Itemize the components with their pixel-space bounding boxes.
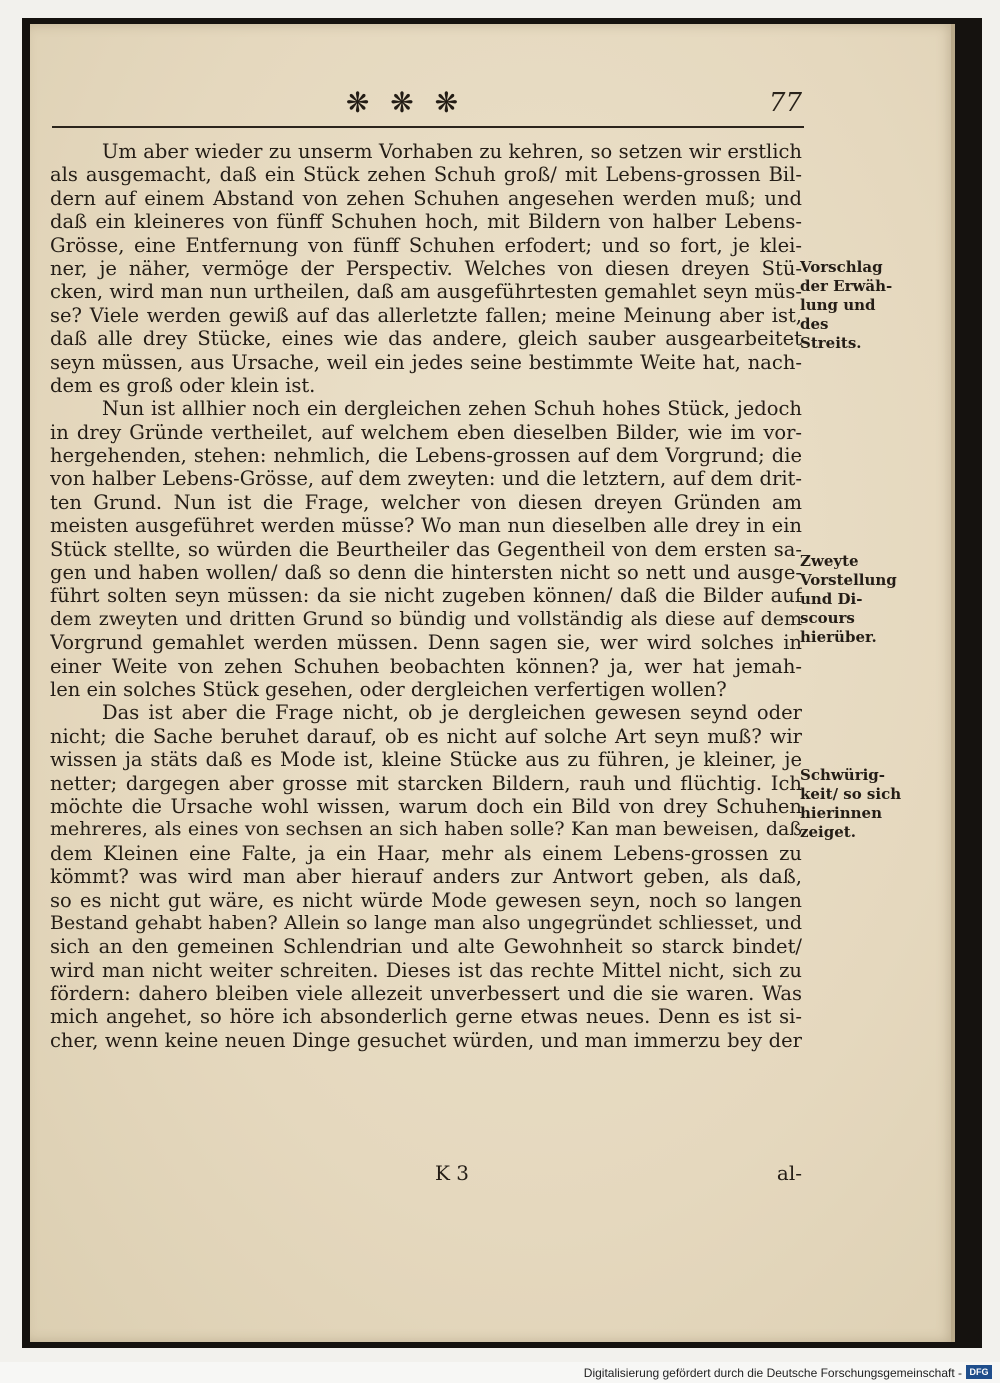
page-edge — [951, 24, 955, 1342]
margin-note-line: scours — [800, 609, 855, 627]
margin-note-line: Zweyte — [800, 552, 859, 570]
attribution-text: Digitalisierung gefördert durch die Deutsche Forschungsgemeinschaft - — [583, 1366, 962, 1380]
text-line: ten Grund. Nun ist die Frage, welcher von diesen dreyen Gründen am — [50, 490, 802, 514]
margin-note-line: der Erwäh- — [800, 277, 893, 295]
margin-note-line: keit/ so sich — [800, 785, 902, 803]
text-line: als ausgemacht, daß ein Stück zehen Schuh groß/ mit Lebens-grossen Bil- — [50, 163, 802, 187]
paragraph-1 — [50, 140, 802, 397]
text-line: nicht; die Sache beruhet darauf, ob es nicht auf solche Art seyn muß? wir — [50, 724, 802, 748]
text-line: ner, je näher, vermöge der Perspectiv. Welches von diesen dreyen Stü- — [50, 256, 802, 280]
margin-note-line: und Di- — [800, 590, 863, 608]
text-line: Vorgrund gemahlet werden müssen. Denn sagen sie, wer wird solches in — [50, 631, 802, 655]
text-line: so es nicht gut wäre, es nicht würde Mode gewesen seyn, noch so langen — [50, 888, 802, 912]
text-line: von halber Lebens-Grösse, auf dem zweyten: und die letztern, auf dem drit- — [50, 467, 802, 491]
text-line: dern auf einem Abstand von zehen Schuhen angesehen werden muß; und — [50, 186, 802, 210]
page-number: 77 — [768, 88, 802, 118]
margin-note-line: des — [800, 315, 829, 333]
header-ornaments: ❋ ❋ ❋ — [345, 86, 465, 119]
text-line: netter; dargegen aber grosse mit starcken Bildern, rauh und flüchtig. Ich — [50, 771, 802, 795]
text-line: Bestand gehabt haben? Allein so lange man also ungegründet schliesset, und — [50, 911, 802, 934]
margin-note-2 — [800, 552, 920, 647]
text-line: meisten ausgeführet werden müsse? Wo man nun dieselben alle drey in ein — [50, 514, 802, 538]
text-line: seyn müssen, aus Ursache, weil ein jedes seine bestimmte Weite hat, nach- — [50, 350, 802, 374]
text-line: in drey Gründe vertheilet, auf welchem eben dieselben Bilder, wie im vor- — [50, 420, 802, 444]
signature-mark: K 3 — [435, 1161, 470, 1185]
text-line: cken, wird man nun urtheilen, daß am ausgeführtesten gemahlet seyn müs- — [50, 280, 802, 304]
margin-note-line: hierüber. — [800, 628, 877, 646]
text-line: hergehenden, stehen: nehmlich, die Lebens-grossen auf dem Vorgrund; die — [50, 444, 802, 468]
text-line: einer Weite von zehen Schuhen beobachten können? ja, wer hat jemah- — [50, 654, 802, 678]
margin-note-line: Schwürig- — [800, 766, 886, 784]
text-line: daß alle drey Stücke, eines wie das andere, gleich sauber ausgearbeitet — [50, 327, 802, 351]
text-line: mich angehet, so höre ich absonderlich gerne etwas neues. Denn es ist si- — [50, 1005, 802, 1029]
paragraph-2 — [50, 397, 802, 701]
text-line: Um aber wieder zu unserm Vorhaben zu kehren, so setzen wir erstlich — [102, 140, 802, 163]
header-rule — [52, 126, 804, 128]
margin-note-line: Vorstellung — [800, 571, 897, 589]
text-line: kömmt? was wird man aber hierauf anders zur Antwort geben, als daß, — [50, 865, 802, 889]
margin-note-line: lung und — [800, 296, 876, 314]
text-line: dem Kleinen eine Falte, ja ein Haar, mehr als einem Lebens-grossen zu — [50, 841, 802, 865]
margin-note-line: hierinnen — [800, 804, 883, 822]
main-text — [50, 140, 802, 1052]
text-line: se? Viele werden gewiß auf das allerletzte fallen; meine Meinung aber ist, — [50, 303, 802, 327]
text-line: Stück stellte, so würden die Beurtheiler das Gegentheil von dem ersten sa- — [50, 537, 802, 561]
text-line: Nun ist allhier noch ein dergleichen zehen Schuh hohes Stück, jedoch — [102, 397, 802, 421]
text-line: wird man nicht weiter schreiten. Dieses ist das rechte Mittel nicht, sich zu — [50, 958, 802, 982]
dfg-logo: DFG — [966, 1365, 992, 1379]
text-line: fördern: dahero bleiben viele allezeit unverbessert und die sie waren. Was — [50, 982, 802, 1006]
catchword: al- — [776, 1161, 802, 1185]
text-line: daß ein kleineres von fünff Schuhen hoch, mit Bildern von halber Lebens- — [50, 210, 802, 234]
text-line: Das ist aber die Frage nicht, ob je dergleichen gewesen seynd oder — [102, 701, 802, 725]
text-line: wissen ja stäts daß es Mode ist, kleine Stücke aus zu führen, je kleiner, je — [50, 748, 802, 772]
page-footer — [50, 1158, 802, 1188]
margin-note-line: Vorschlag — [800, 258, 883, 276]
text-line: dem es groß oder klein ist. — [50, 373, 316, 397]
margin-note-1 — [800, 258, 920, 353]
paragraph-3 — [50, 701, 802, 1052]
text-line: möchte die Ursache wohl wissen, warum doch ein Bild von drey Schuhen — [50, 794, 802, 818]
margin-note-line: Streits. — [800, 334, 862, 352]
text-line: cher, wenn keine neuen Dinge gesuchet würden, und man immerzu bey der — [50, 1028, 802, 1052]
text-line: Grösse, eine Entfernung von fünff Schuhen erfodert; und so fort, je klei- — [50, 233, 802, 257]
text-line: führt solten seyn müssen: da sie nicht zugeben können/ daß die Bilder auf — [50, 584, 802, 608]
text-line: sich an den gemeinen Schlendrian und alte Gewohnheit so starck bindet/ — [50, 935, 802, 959]
text-line: dem zweyten und dritten Grund so bündig und vollständig als diese auf dem — [50, 607, 802, 630]
margin-note-line: zeiget. — [800, 823, 856, 841]
text-line: gen und haben wollen/ daß so denn die hintersten nicht so nett und ausge- — [50, 561, 802, 585]
margin-note-3 — [800, 766, 920, 842]
text-line: len ein solches Stück gesehen, oder dergleichen verfertigen wollen? — [50, 677, 727, 701]
text-line: mehreres, als eines von sechsen an sich haben solle? Kan man beweisen, daß — [50, 818, 802, 841]
